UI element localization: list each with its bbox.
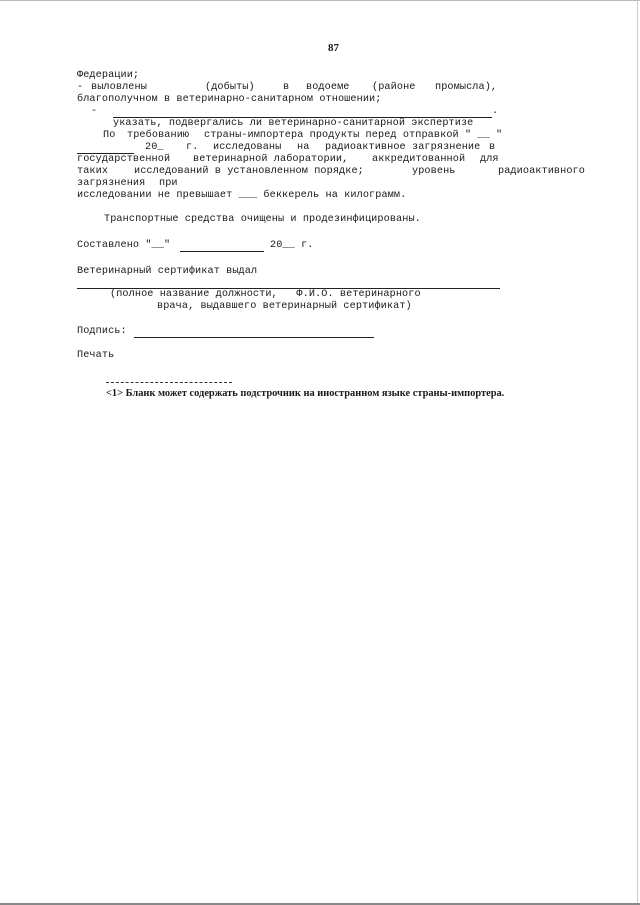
signature-underline	[134, 337, 374, 338]
text-word: государственной	[77, 154, 171, 165]
text-word: -	[91, 106, 98, 117]
text-word: исследованы	[213, 142, 282, 153]
blank-field-underline	[180, 251, 264, 252]
text-word: загрязнение	[412, 142, 481, 153]
text-word: страны-импортера продукты перед отправкой " __ "	[204, 130, 503, 141]
text-line: Транспортные средства очищены и продезинфицированы.	[104, 214, 421, 225]
text-word: .	[492, 106, 499, 117]
stamp-label: Печать	[77, 350, 115, 361]
text-word: уровень	[412, 166, 456, 177]
text-word: загрязнения	[77, 178, 146, 189]
text-word: при	[159, 178, 178, 189]
text-word: требованию	[127, 130, 190, 141]
text-word: промысла),	[435, 82, 498, 93]
text-word: выловлены	[91, 82, 147, 93]
field-caption: указать, подвергались ли ветеринарно-санитарной экспертизе	[113, 118, 474, 129]
text-word: таких	[77, 166, 109, 177]
text-line: Ветеринарный сертификат выдал	[77, 266, 258, 277]
text-word: радиоактивное	[325, 142, 406, 153]
text-word: в	[283, 82, 290, 93]
footnote: <1> Бланк может содержать подстрочник на иностранном языке страны-импортера.	[106, 388, 505, 399]
text-word: -	[77, 82, 84, 93]
text-line: исследовании не превышает ___ беккерель на килограмм.	[77, 190, 407, 201]
text-word: радиоактивного	[498, 166, 585, 177]
text-word: в	[489, 142, 496, 153]
text-line: благополучном в ветеринарно-санитарном отношении;	[77, 94, 382, 105]
field-caption: врача, выдавшего ветеринарный сертификат)	[157, 301, 412, 312]
signature-label: Подпись:	[77, 326, 127, 337]
text-word: (добыты)	[205, 82, 255, 93]
text-word: По	[103, 130, 116, 141]
page-number: 87	[328, 42, 339, 54]
text-word: исследований в установленном порядке;	[134, 166, 364, 177]
text-line: Федерации;	[77, 70, 140, 81]
text-word: ветеринарной лаборатории,	[193, 154, 349, 165]
text-word: (районе	[372, 82, 416, 93]
text-word: на	[297, 142, 310, 153]
text-word: 20_	[145, 142, 164, 153]
text-word: 20__ г.	[270, 240, 314, 251]
text-word: г.	[186, 142, 199, 153]
text-word: водоеме	[306, 82, 350, 93]
page-right-edge	[637, 0, 638, 905]
page-top-edge	[0, 0, 640, 1]
field-caption: (полное название должности, Ф.И.О. ветеринарного	[110, 289, 421, 300]
text-word: для	[480, 154, 499, 165]
footnote-separator	[106, 382, 232, 383]
text-word: Составлено "__"	[77, 240, 171, 251]
text-word: аккредитованной	[372, 154, 466, 165]
